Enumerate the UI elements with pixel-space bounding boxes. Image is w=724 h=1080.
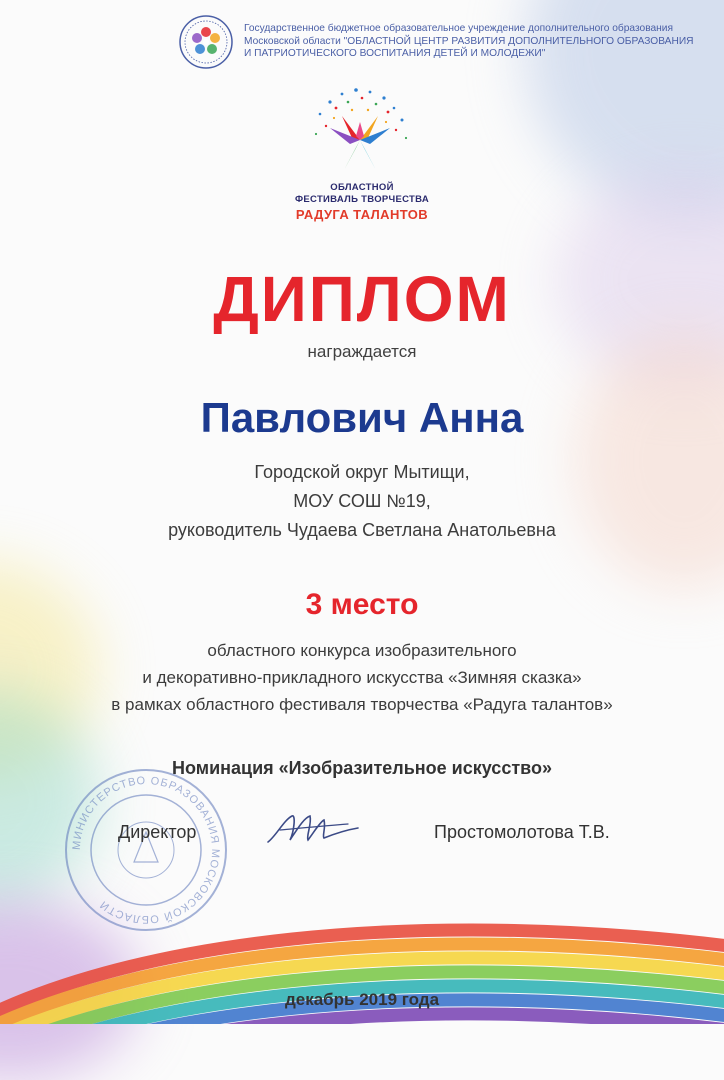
recipient-details (0, 458, 724, 545)
contest-line: и декоративно-прикладного искусства «Зимняя сказка» (142, 668, 582, 687)
org-line-3: И ПАТРИОТИЧЕСКОГО ВОСПИТАНИЯ ДЕТЕЙ И МОЛОДЕЖИ" (244, 48, 546, 60)
awarded-text: награждается (307, 342, 417, 361)
organization-emblem-icon (178, 14, 234, 70)
org-line-1: Государственное бюджетное образовательное учреждение дополнительного образования (244, 23, 673, 35)
contest-line: в рамках областного фестиваля творчества «Радуга талантов» (111, 695, 613, 714)
organization-header (178, 14, 708, 70)
recipient-name: Павлович Анна (200, 394, 524, 441)
festival-line-2: ФЕСТИВАЛЬ ТВОРЧЕСТВА (294, 194, 430, 205)
place-award: 3 место (305, 588, 419, 621)
nomination: Номинация «Изобразительное искусство» (172, 758, 552, 778)
details-line: Городской округ Мытищи, (254, 462, 470, 482)
signer-role: Директор (118, 822, 197, 842)
diploma-title: ДИПЛОМ (213, 263, 511, 335)
stamp-text: МИНИСТЕРСТВО ОБРАЗОВАНИЯ МОСКОВСКОЙ ОБЛАСТИ (70, 774, 222, 926)
issue-date: декабрь 2019 года (284, 990, 440, 1009)
contest-description (0, 637, 724, 718)
contest-line: областного конкурса изобразительного (207, 641, 517, 660)
org-line-2: Московской области "ОБЛАСТНОЙ ЦЕНТР РАЗВИТИЯ ДОПОЛНИТЕЛЬНОГО ОБРАЗОВАНИЯ (244, 35, 694, 47)
signer-name: Простомолотова Т.В. (434, 822, 610, 842)
festival-line-1: ОБЛАСТНОЙ (330, 182, 394, 193)
signature-icon (262, 806, 362, 856)
details-line: МОУ СОШ №19, (293, 491, 431, 511)
details-line: руководитель Чудаева Светлана Анатольевна (168, 520, 556, 540)
festival-name: РАДУГА ТАЛАНТОВ (295, 207, 429, 222)
